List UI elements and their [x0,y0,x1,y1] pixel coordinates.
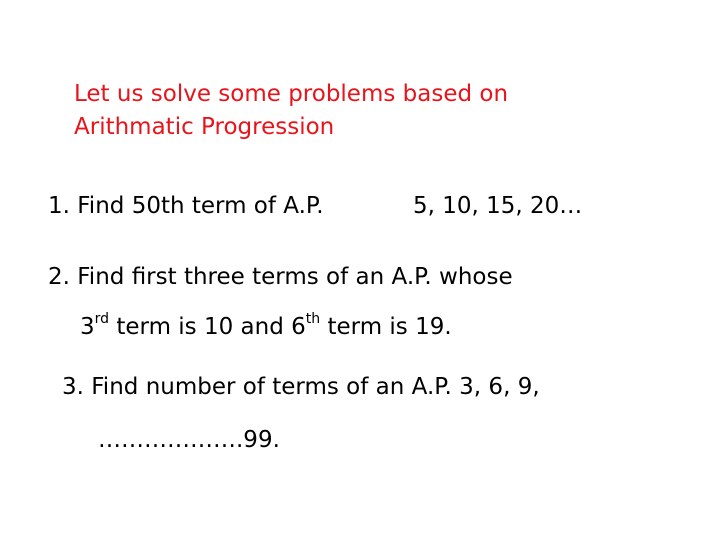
heading-line-1: Let us solve some problems based on [74,81,509,107]
slide-heading [74,78,634,144]
problem-2-end: term is 19. [320,314,452,340]
problem-3-line-1: 3. Find number of terms of an A.P. 3, 6, 9, [62,374,540,400]
problem-2-ordinal-3: 3 [80,314,95,340]
problem-2-middle: term is 10 and 6 [109,314,306,340]
problem-3-line-2: ……………….99. [98,427,280,453]
problem-2-sup-rd: rd [94,311,110,328]
problem-2-sup-th: th [305,311,321,328]
heading-line-2: Arithmatic Progression [74,114,335,140]
problem-1-text: 1. Find 50th term of A.P. [48,193,324,219]
problem-1-sequence: 5, 10, 15, 20… [413,193,583,219]
problem-2-line-2 [80,311,452,340]
problem-2-line-1: 2. Find first three terms of an A.P. whose [48,264,513,290]
